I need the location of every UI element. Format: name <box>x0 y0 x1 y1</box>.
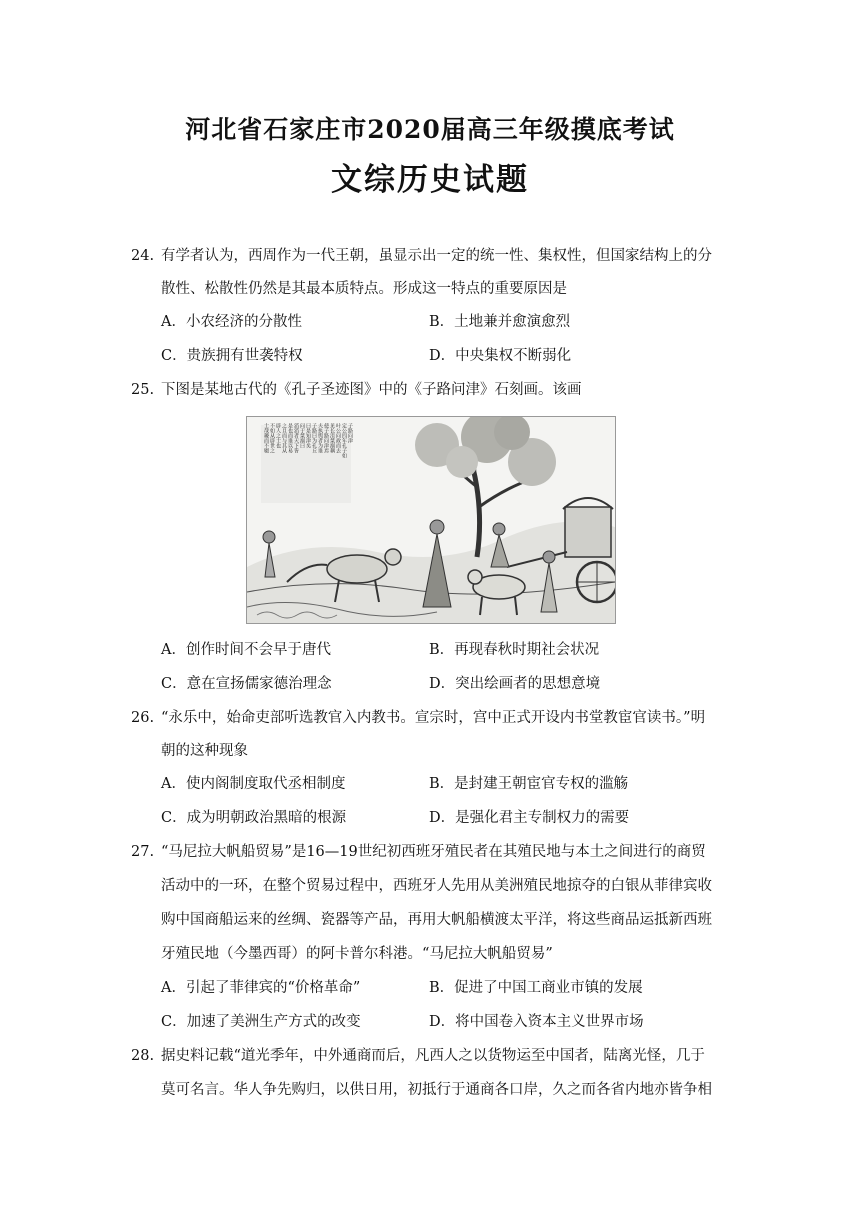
question-stem-line: 莫可名言。华人争先购归，以供日用，初抵行于通商各口岸，久之而各省内地亦皆争相 <box>161 1082 712 1098</box>
inscription-column: 辟人之士也 <box>275 423 281 448</box>
option-a: A．创作时间不会早于唐代 <box>161 642 331 658</box>
question-stem-line: 活动中的一环，在整个贸易过程中，西班牙人先用从美洲殖民地掠夺的白银从菲律宾收 <box>161 878 712 894</box>
question-stem-line: 据史料记载“道光季年，中外通商而后，凡西人之以货物运至中国者，陆离光怪，几于 <box>161 1048 705 1064</box>
option-c: C．成为明朝政治黑暗的根源 <box>161 810 347 826</box>
inscription-column: 夫执舆者为谁 <box>317 423 323 453</box>
option-d: D．是强化君主专制权力的需要 <box>429 810 630 826</box>
option-c: C．贵族拥有世袭特权 <box>161 348 303 364</box>
question-stem-line: 有学者认为，西周作为一代王朝，虽显示出一定的统一性、集权性，但国家结构上的分 <box>161 248 712 264</box>
question-number: 24. <box>131 248 155 264</box>
question-stem-line: 散性、松散性仍然是其最本质特点。形成这一特点的重要原因是 <box>161 281 567 297</box>
option-d: D．将中国卷入资本主义世界市场 <box>429 1014 644 1030</box>
stone-carving-figure <box>246 416 616 624</box>
question-stem-line: 购中国商船运来的丝绸、瓷器等产品，再用大帆船横渡太平洋，将这些商品运抵新西班 <box>161 912 712 928</box>
option-d: D．突出绘画者的思想意境 <box>429 676 601 692</box>
inscription-column: 子路问津 <box>347 423 353 443</box>
option-c: C．意在宣扬儒家德治理念 <box>161 676 332 692</box>
exam-title: 河北省石家庄市2020届高三年级摸底考试 <box>185 115 675 144</box>
inscription-column: 不如从辟世之 <box>269 423 275 453</box>
option-a: A．引起了菲律宾的“价格革命” <box>161 980 361 996</box>
inscription-column: 问于桀溺曰 <box>299 423 305 448</box>
question-stem-line: 牙殖民地（今墨西哥）的阿卡普尔科港。“马尼拉大帆船贸易” <box>161 946 553 962</box>
question-number: 28. <box>131 1048 155 1064</box>
option-b: B．土地兼并愈演愈烈 <box>429 314 571 330</box>
inscription-column: 滔滔者天下皆 <box>293 423 299 453</box>
inscription-column: 曰是知津矣 <box>305 423 311 448</box>
inscription-column: 定公四年孔子如 <box>341 423 347 458</box>
inscription-column: 是也而谁以易 <box>287 423 293 453</box>
option-b: B．促进了中国工商业市镇的发展 <box>429 980 643 996</box>
question-number: 27. <box>131 844 155 860</box>
option-a: A．使内阁制度取代丞相制度 <box>161 776 346 792</box>
inscription-column: 士哉耰而不辍 <box>263 423 269 453</box>
inscription-column: 叶公问政而去 <box>335 423 341 453</box>
inscription-column: 使子路问津焉 <box>323 423 329 453</box>
option-b: B．再现春秋时期社会状况 <box>429 642 600 658</box>
inscription-column: 之且而与其从 <box>281 423 287 453</box>
question-stem-line: 下图是某地古代的《孔子圣迹图》中的《子路问津》石刻画。该画 <box>161 382 582 398</box>
question-stem-line: 朝的这种现象 <box>161 743 248 759</box>
question-number: 25. <box>131 382 155 398</box>
option-c: C．加速了美洲生产方式的改变 <box>161 1014 361 1030</box>
inscription-column: 子路曰为孔丘 <box>311 423 317 453</box>
inscription-columns <box>263 423 353 503</box>
option-d: D．中央集权不断弱化 <box>429 348 572 364</box>
question-stem-line: “马尼拉大帆船贸易”是16—19世纪初西班牙殖民者在其殖民地与本土之间进行的商贸 <box>161 844 706 860</box>
question-stem-line: “永乐中，始命吏部听选教官入内教书。宣宗时，宫中正式开设内书堂教宦官读书。”明 <box>161 710 706 726</box>
exam-subtitle: 文综历史试题 <box>331 162 529 198</box>
question-number: 26. <box>131 710 155 726</box>
option-a: A．小农经济的分散性 <box>161 314 302 330</box>
option-b: B．是封建王朝宦官专权的滥觞 <box>429 776 629 792</box>
inscription-column: 见长沮桀溺耦 <box>329 423 335 453</box>
